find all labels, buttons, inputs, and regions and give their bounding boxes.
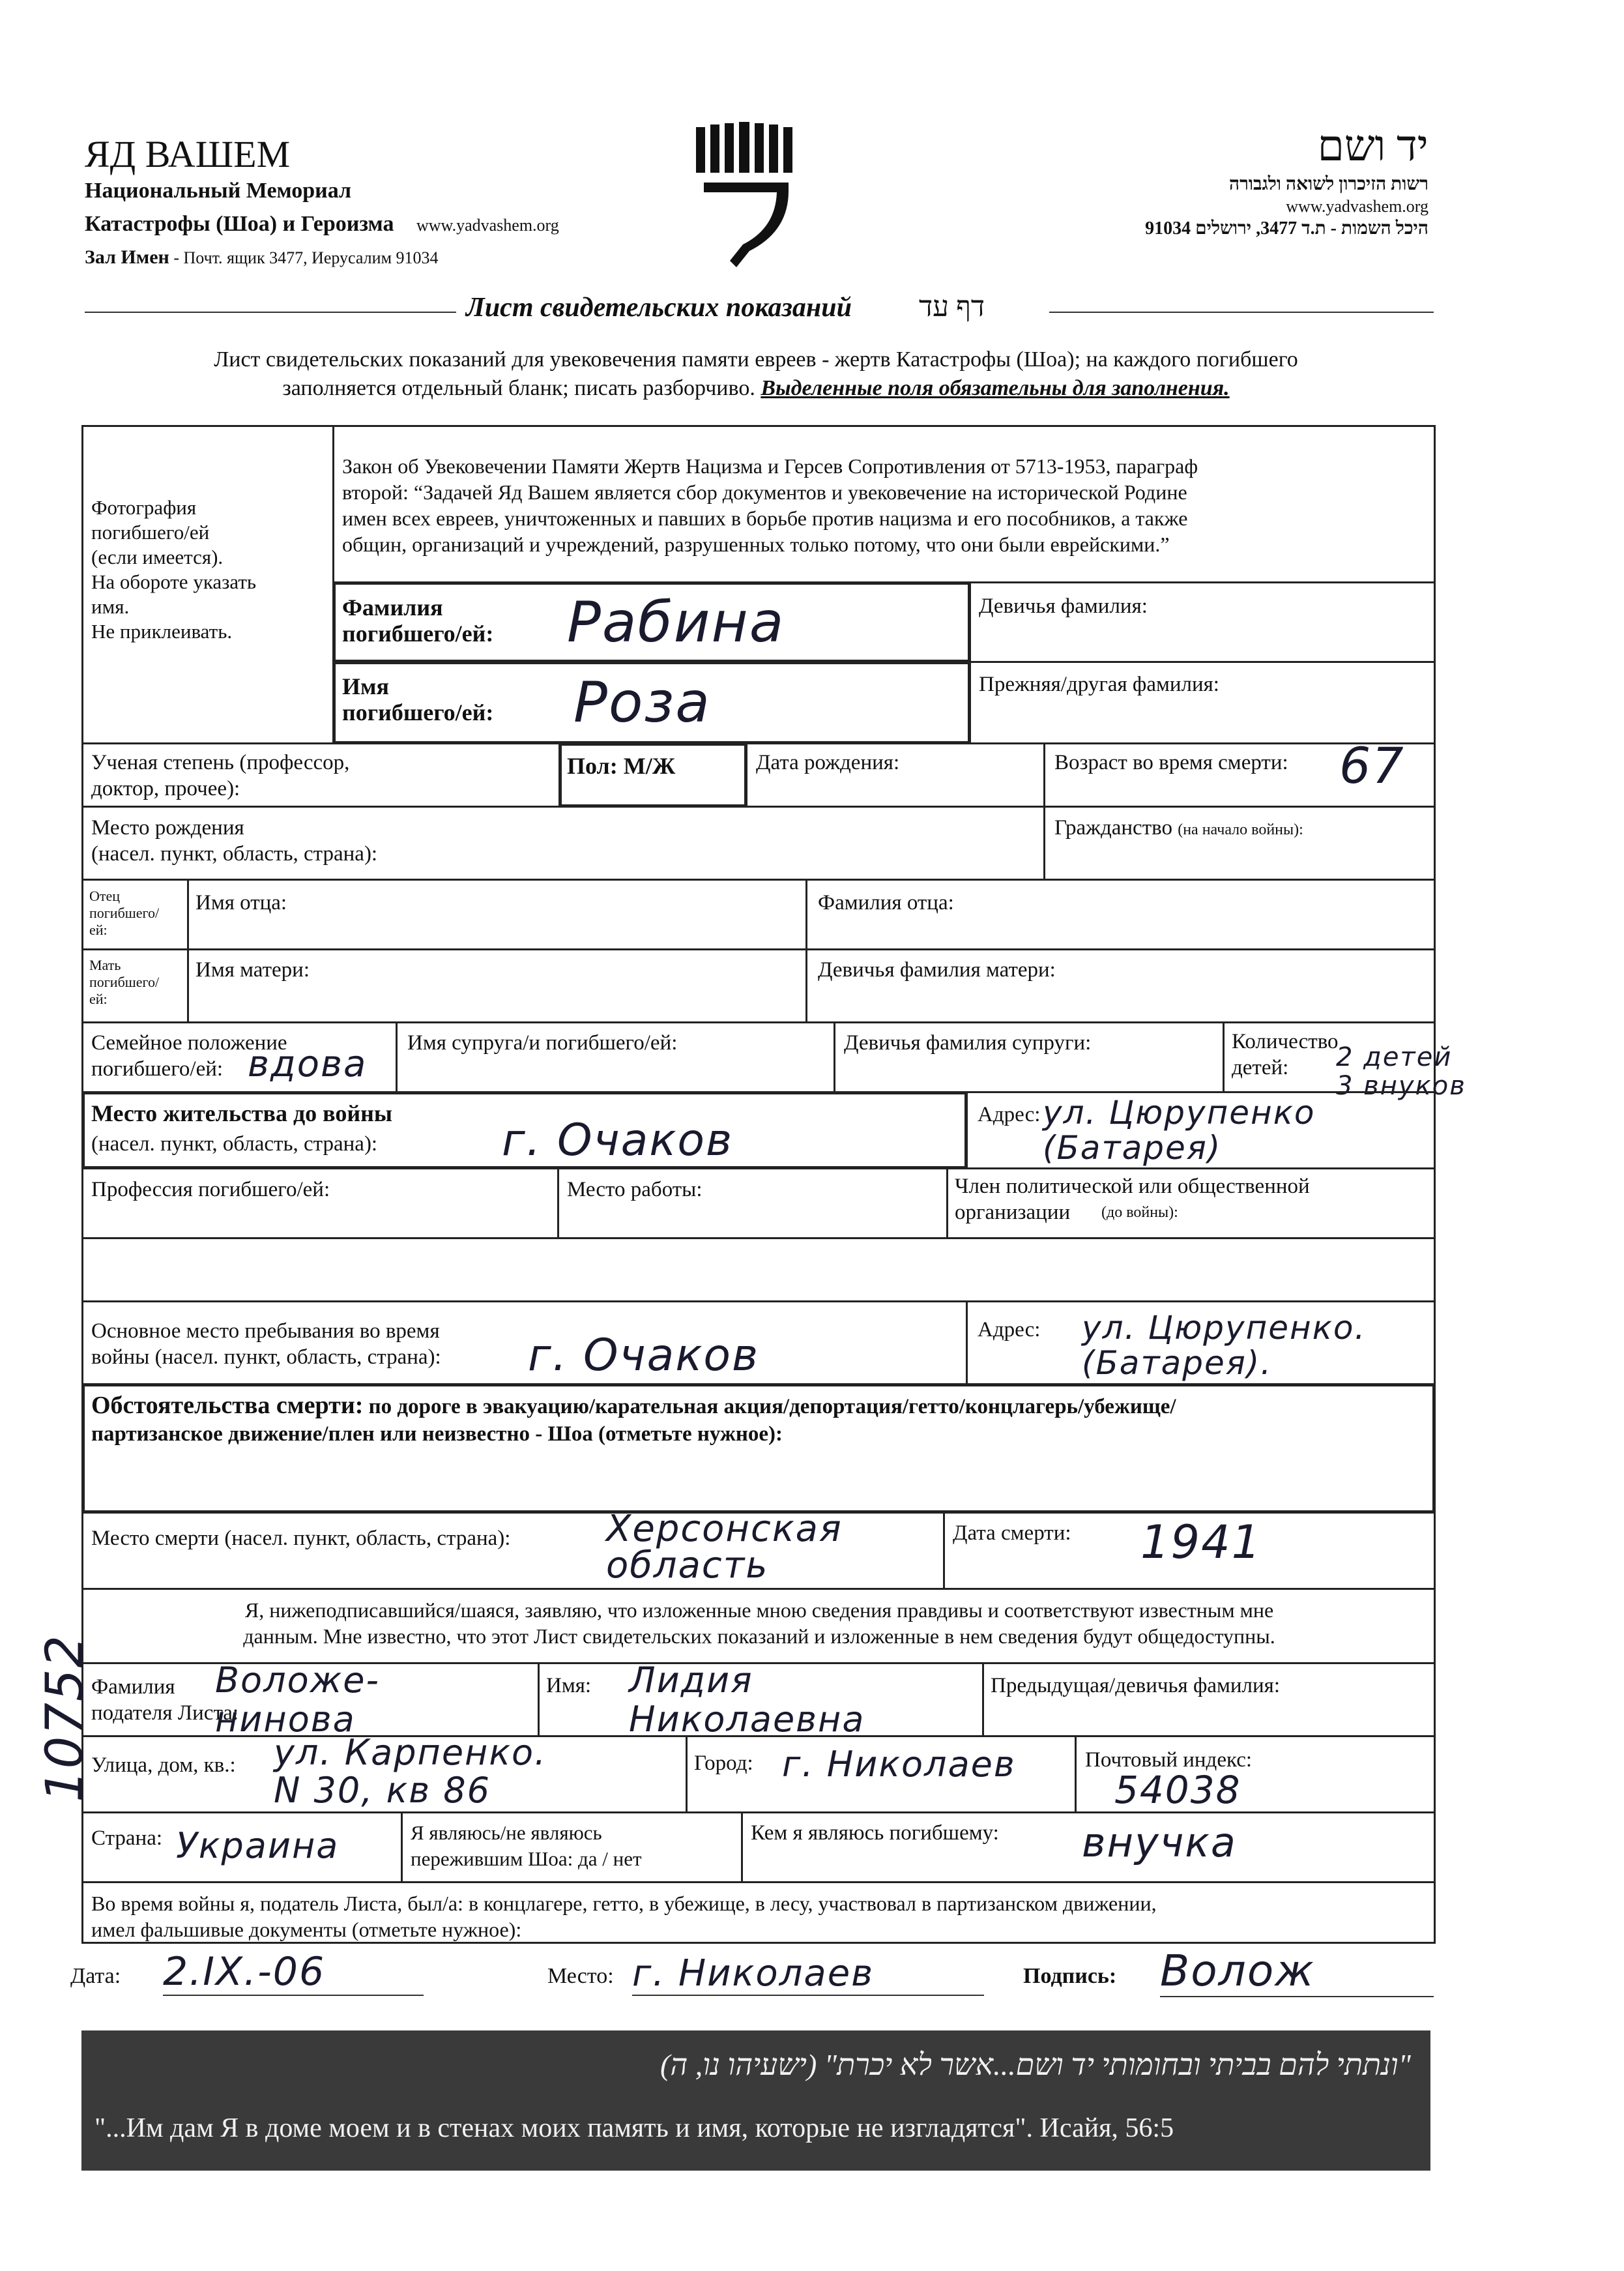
- sub-name-label: Имя:: [546, 1674, 592, 1697]
- residence-value: г. Очаков: [502, 1115, 734, 1166]
- org-line1-he: רשות הזיכרון לשואה ולגבורה: [1228, 174, 1428, 194]
- death-place-label: Место смерти (насел. пункт, область, страна):: [91, 1527, 511, 1550]
- title-rule-left: [85, 312, 456, 313]
- wartime-value: г. Очаков: [528, 1330, 760, 1381]
- firstname-value: Роза: [573, 670, 711, 735]
- date-label: Дата:: [70, 1964, 121, 1988]
- banner-russian: "...Им дам Я в доме моем и в стенах моих память и имя, которые не изгладятся". Исайя, 56:5: [94, 2113, 1174, 2143]
- surname-label: Фамилия погибшего/ей:: [342, 594, 494, 647]
- citizenship-note: (на начало войны):: [1178, 821, 1303, 838]
- birthdate-label: Дата рождения:: [756, 751, 900, 774]
- citizenship-label: Гражданство: [1054, 816, 1172, 840]
- surname-value: Рабина: [567, 590, 785, 655]
- sub-surname-label: Фамилия подателя Листа:: [91, 1675, 239, 1725]
- sub-surname-value: Воложе- нинова: [215, 1660, 380, 1740]
- member-label: Член политической или общественной организации: [955, 1175, 1310, 1224]
- children-label: Количество детей:: [1232, 1030, 1339, 1079]
- spouse-maiden-label: Девичья фамилия супруги:: [844, 1031, 1092, 1055]
- marital-label: Семейное положение погибшего/ей:: [91, 1031, 287, 1081]
- sub-zip-value: 54038: [1114, 1768, 1241, 1812]
- marital-value: вдова: [248, 1043, 368, 1085]
- birthplace-label: Место рождения (насел. пункт, область, страна):: [91, 816, 378, 866]
- place-value[interactable]: г. Николаев: [632, 1952, 984, 1996]
- org-line3-he: היכל השמות - ת.ד 3477, ירושלים 91034: [1145, 218, 1428, 239]
- sub-name-value: Лидия Николаевна: [629, 1660, 865, 1740]
- father-name-label: Имя отца:: [196, 891, 287, 915]
- residence-label: Место жительства до войны: [91, 1100, 392, 1126]
- org-name-he: יד ושם: [1317, 123, 1428, 170]
- org-line3-rest: - Почт. ящик 3477, Иерусалим 91034: [169, 248, 439, 267]
- member-note: (до войны):: [1101, 1204, 1178, 1221]
- mother-maiden-label: Девичья фамилия матери:: [818, 958, 1056, 982]
- intro-required: Выделенные поля обязательны для заполнения.: [761, 376, 1230, 400]
- workplace-label: Место работы:: [567, 1178, 703, 1201]
- org-line2: [85, 207, 559, 243]
- org-url-he: www.yadvashem.org: [1286, 197, 1428, 216]
- form-title-he: דף עד: [919, 291, 985, 323]
- org-line3: [85, 243, 559, 272]
- org-line1: Национальный Мемориал: [85, 179, 352, 203]
- wartime-addr-label: Адрес:: [978, 1318, 1041, 1341]
- death-date-value: 1941: [1140, 1516, 1262, 1569]
- header-right: [972, 121, 1428, 241]
- sub-prev-label: Предыдущая/девичья фамилия:: [991, 1674, 1281, 1697]
- spouse-name-label: Имя супруга/и погибшего/ей:: [407, 1031, 678, 1055]
- degree-label: Ученая степень (профессор, доктор, прочее):: [91, 751, 350, 800]
- wartime-addr-value: ул. Цюрупенко. (Батарея).: [1082, 1309, 1367, 1382]
- intro-line1: Лист свидетельских показаний для увековечения памяти евреев - жертв Катастрофы (Шоа); на каждого погибшего: [214, 347, 1298, 372]
- title-rule-right: [1049, 312, 1434, 313]
- circumstances-wrap: [91, 1392, 1421, 1448]
- sex-label: Пол: М/Ж: [567, 753, 676, 779]
- death-place-value: Херсонская область: [606, 1508, 843, 1587]
- intro-line2-wrap: [85, 374, 1427, 403]
- father-surname-label: Фамилия отца:: [818, 891, 954, 915]
- residence-addr-value: ул. Цюрупенко (Батарея): [1043, 1094, 1316, 1167]
- mother-name-label: Имя матери:: [196, 958, 310, 982]
- sub-city-label: Город:: [694, 1751, 753, 1775]
- sub-street-value: ул. Карпенко. N 30, кв 86: [274, 1732, 547, 1811]
- intro: [85, 345, 1427, 403]
- citizenship-wrap: [1054, 815, 1303, 843]
- law-text: Закон об Увековечении Памяти Жертв Нацизма и Герсев Сопротивления от 5713-1953, параграф второй: “Задачей Яд Вашем является сбор документов и увековечение на исторической Родине имен всех евреев, уничтоженных и павших в борьбе против нацизма и его пособников, а также общин, организаций и учреждений, разрушенных только потому, что они были еврейскими.”: [342, 454, 1198, 556]
- org-name-ru: ЯД ВАШЕМ: [85, 133, 291, 175]
- death-date-label: Дата смерти:: [953, 1521, 1071, 1545]
- org-line3-bold: Зал Имен: [85, 246, 169, 268]
- org-url: www.yadvashem.org: [416, 216, 559, 235]
- circumstances-rest: по дороге в эвакуацию/карательная акция/депортация/гетто/концлагерь/убежище/ партизанское движение/плен или неизвестно - Шоа (отметьте нужное):: [91, 1395, 1176, 1446]
- sub-country-label: Страна:: [91, 1826, 163, 1850]
- quote-banner: [81, 2030, 1430, 2171]
- sign-label: Подпись:: [1023, 1964, 1117, 1988]
- banner-hebrew: "ונתתי להם בביתי ובחומותי יד ושם...אשר לא יכרת" (ישעיהו נו, ה): [660, 2048, 1411, 2081]
- sub-city-value: г. Николаев: [782, 1744, 1016, 1785]
- circumstances-bold: Обстоятельства смерти:: [91, 1392, 364, 1419]
- sub-survivor-label: Я являюсь/не являюсь пережившим Шоа: да / нет: [411, 1821, 642, 1870]
- intro-line2: заполняется отдельный бланк; писать разборчиво.: [282, 376, 755, 400]
- sub-relation-value: внучка: [1082, 1819, 1237, 1866]
- profession-label: Профессия погибшего/ей:: [91, 1178, 330, 1201]
- place-label: Место:: [547, 1964, 614, 1988]
- former-name-label: Прежняя/другая фамилия:: [979, 673, 1219, 696]
- sign-value[interactable]: Волож: [1160, 1946, 1434, 1997]
- header-left: [85, 134, 559, 272]
- residence-addr-label: Адрес:: [978, 1103, 1041, 1126]
- firstname-label: Имя погибшего/ей:: [342, 673, 494, 725]
- sub-relation-label: Кем я являюсь погибшему:: [751, 1821, 999, 1845]
- sub-street-label: Улица, дом, кв.:: [91, 1753, 236, 1777]
- declaration: Я, нижеподписавшийся/шаяся, заявляю, что изложенные мною сведения правдивы и соответствуют известным мне данным. Мне известно, что этот Лист свидетельских показаний и изложенные в нем сведения будут общедоступны.: [243, 1598, 1275, 1648]
- during-war-label: Во время войны я, податель Листа, был/а: в концлагере, гетто, в убежище, в лесу, участвовал в партизанском движении, имел фальшивые документы (отметьте нужное):: [91, 1892, 1157, 1941]
- org-line2-text: Катастрофы (Шоа) и Героизма: [85, 212, 394, 236]
- date-value[interactable]: 2.IX.-06: [163, 1949, 424, 1996]
- menorah-logo-icon: [691, 121, 802, 271]
- sub-zip-label: Почтовый индекс:: [1085, 1748, 1253, 1772]
- form-title: Лист свидетельских показаний: [466, 293, 852, 323]
- wartime-label: Основное место пребывания во время войны (насел. пункт, область, страна):: [91, 1319, 441, 1369]
- father-side-label: Отец погибшего/ ей:: [89, 888, 160, 938]
- children-value: 2 детей 3 внуков: [1336, 1042, 1466, 1101]
- age-value: 67: [1339, 737, 1405, 795]
- maiden-label: Девичья фамилия:: [979, 594, 1148, 618]
- margin-number: 10752: [36, 1634, 94, 1802]
- photo-label: Фотография погибшего/ей (если имеется). На обороте указать имя. Не приклеивать.: [91, 496, 257, 643]
- age-label: Возраст во время смерти:: [1054, 751, 1288, 774]
- sub-country-value: Украина: [176, 1825, 340, 1866]
- mother-side-label: Мать погибшего/ ей:: [89, 957, 160, 1007]
- residence-sub: (насел. пункт, область, страна):: [91, 1132, 378, 1156]
